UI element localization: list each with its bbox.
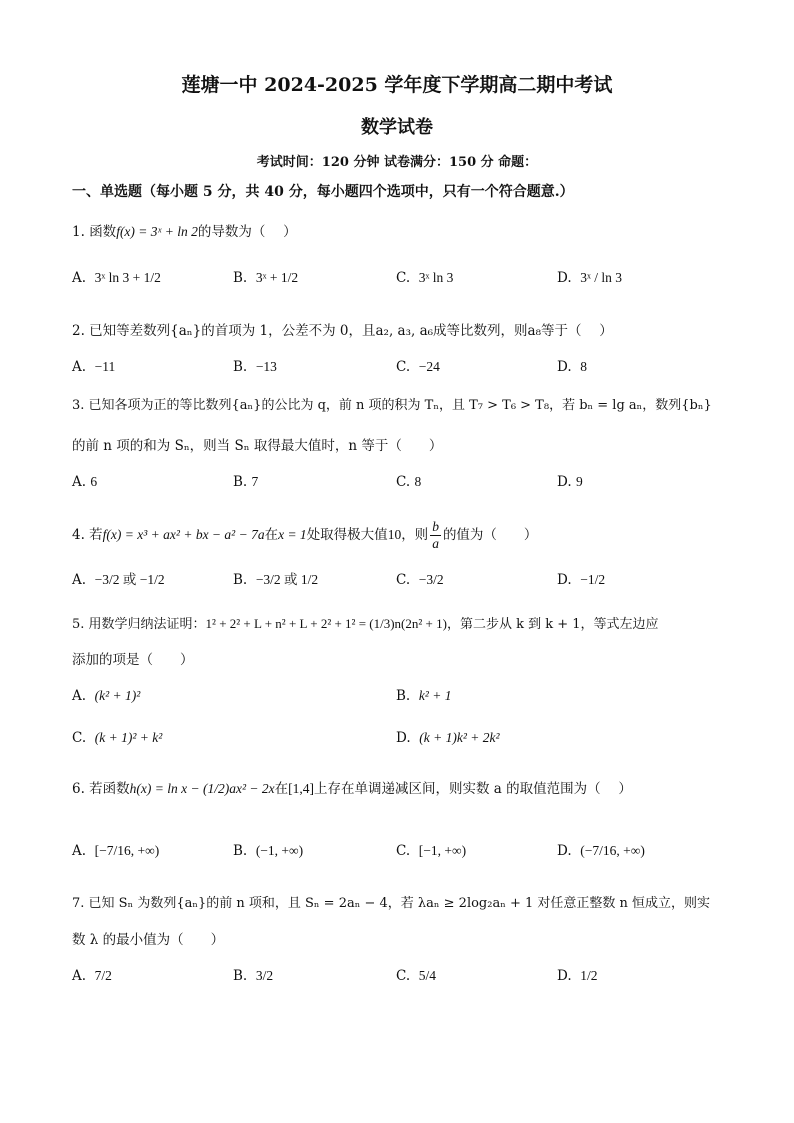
q6-option-a[interactable] — [72, 841, 159, 861]
q2-option-b[interactable] — [233, 357, 277, 377]
option-label: B. — [233, 359, 248, 375]
q5-option-a-text: (k² + 1)² — [94, 688, 141, 703]
q4-option-d[interactable] — [557, 570, 605, 590]
q4-option-b-text: −3/2 或 1/2 — [255, 572, 319, 587]
q3-option-c-text: 8 — [414, 474, 422, 489]
q6-pre: 6. 若函数 — [72, 781, 130, 797]
option-label: C. — [72, 730, 87, 746]
option-label: C. — [396, 968, 411, 984]
q6-post: 上存在单调递减区间，则实数 a 的取值范围为（ ） — [314, 781, 632, 797]
option-label: B. — [233, 843, 248, 859]
q1-option-c[interactable] — [396, 268, 453, 288]
q3-option-d[interactable] — [557, 472, 583, 492]
question-7-line-1: 7. 已知 Sₙ 为数列{aₙ}的前 n 项和，且 Sₙ = 2aₙ − 4，若 λaₙ ≥ 2log₂aₙ + 1 对任意正整数 n 恒成立，则实 — [72, 896, 711, 911]
q4-option-c-text: −3/2 — [418, 572, 444, 587]
question-5-line-2: 添加的项是（ ） — [72, 652, 194, 668]
q1-function: f(x) = 3ˣ + ln 2 — [116, 224, 198, 239]
q4-expression: f(x) = x³ + ax² + bx − a² − 7a — [102, 527, 265, 542]
q5-post: ，第二步从 k 到 k + 1，等式左边应 — [446, 617, 659, 632]
q6-expression: h(x) = ln x − (1/2)ax² − 2x — [129, 781, 275, 796]
q5-option-c-text: (k + 1)² + k² — [94, 730, 163, 745]
q1-pre: 函数 — [89, 224, 117, 240]
q6-option-d[interactable] — [557, 841, 645, 861]
q7-option-d-text: 1/2 — [580, 968, 598, 983]
option-label: D. — [557, 359, 572, 375]
q3-option-c[interactable] — [396, 472, 421, 492]
option-label: B. — [233, 572, 248, 588]
q1-option-d[interactable] — [557, 268, 622, 288]
q2-option-b-text: −13 — [255, 359, 277, 374]
q1-post: 的导数为（ ） — [197, 224, 297, 240]
q4-value: 10 — [387, 527, 402, 542]
option-label: D. — [396, 730, 411, 746]
q7-option-a[interactable] — [72, 966, 112, 986]
question-3-line-2: 的前 n 项的和为 Sₙ，则当 Sₙ 取得最大值时，n 等于（ ） — [72, 438, 443, 454]
question-2: 2. 已知等差数列{aₙ}的首项为 1，公差不为 0，且a₂, a₃, a₆成等比数列，则a₈等于（ ） — [72, 323, 613, 339]
q3-option-a[interactable] — [72, 472, 97, 492]
q6-option-a-text: [−7/16, +∞) — [94, 843, 160, 858]
q5-option-b-text: k² + 1 — [418, 688, 452, 703]
q5-pre: 5. 用数学归纳法证明： — [72, 617, 206, 632]
q3-option-b-text: 7 — [251, 474, 259, 489]
q7-option-c-text: 5/4 — [418, 968, 436, 983]
q6-option-b[interactable] — [233, 841, 303, 861]
q4-option-c[interactable] — [396, 570, 444, 590]
q6-interval: [1,4] — [288, 781, 315, 796]
q7-option-c[interactable] — [396, 966, 436, 986]
question-5-line-1 — [72, 614, 659, 635]
q4-mid2: 处取得极大值 — [306, 527, 388, 543]
option-label: C. — [396, 270, 411, 286]
q3-option-b[interactable] — [233, 472, 258, 492]
q7-option-a-text: 7/2 — [94, 968, 112, 983]
q1-option-a-text: 3ˣ ln 3 + 1/2 — [94, 270, 161, 285]
q4-post1: ，则 — [401, 527, 429, 543]
option-label: D. — [557, 270, 572, 286]
q2-option-c[interactable] — [396, 357, 440, 377]
question-6 — [72, 779, 632, 799]
q7-option-b[interactable] — [233, 966, 273, 986]
option-label: D. — [557, 968, 572, 984]
exam-title: 莲塘一中 2024-2025 学年度下学期高二期中考试 — [181, 74, 613, 96]
q4-mid: 在 — [264, 527, 279, 543]
q6-option-d-text: (−7/16, +∞) — [580, 843, 645, 858]
exam-info: 考试时间：120 分钟 试卷满分：150 分 命题： — [256, 155, 538, 170]
q4-option-a[interactable] — [72, 570, 165, 590]
option-label: A. — [72, 968, 87, 984]
q4-option-b[interactable] — [233, 570, 318, 590]
option-label: D. — [557, 572, 572, 588]
q5-option-c[interactable] — [72, 728, 162, 748]
q3-option-d-text: 9 — [575, 474, 583, 489]
option-label: D. — [557, 843, 572, 859]
q3-option-a-text: 6 — [90, 474, 98, 489]
exam-subtitle: 数学试卷 — [361, 117, 433, 138]
question-3-line-1: 3. 已知各项为正的等比数列{aₙ}的公比为 q，前 n 项的积为 Tₙ，且 T₇ > T₆ > T₈，若 bₙ = lg aₙ，数列{bₙ} — [72, 398, 712, 413]
q4-option-d-text: −1/2 — [580, 572, 606, 587]
option-label: A. — [72, 474, 87, 490]
q1-option-c-text: 3ˣ ln 3 — [418, 270, 454, 285]
q4-b-over-a: $\frac{b}{a}$ — [432, 519, 439, 551]
option-label: B. — [233, 474, 248, 490]
q5-expression: 1² + 2² + L + n² + L + 2² + 1² = (1/3)n(2n² + 1) — [205, 616, 447, 631]
option-label: C. — [396, 572, 411, 588]
question-1 — [72, 222, 297, 242]
option-label: B. — [396, 688, 411, 704]
option-label: D. — [557, 474, 572, 490]
q4-post2: 的值为（ ） — [442, 527, 538, 543]
q6-mid: 在 — [274, 781, 289, 797]
q6-option-b-text: (−1, +∞) — [255, 843, 304, 858]
q1-option-d-text: 3ˣ / ln 3 — [580, 270, 623, 285]
q7-option-d[interactable] — [557, 966, 598, 986]
q2-option-a-text: −11 — [94, 359, 116, 374]
q5-option-b[interactable] — [396, 686, 451, 706]
option-label: A. — [72, 270, 87, 286]
option-label: A. — [72, 572, 87, 588]
q5-option-d[interactable] — [396, 728, 500, 748]
option-label: C. — [396, 359, 411, 375]
q6-option-c-text: [−1, +∞) — [418, 843, 467, 858]
q2-option-d[interactable] — [557, 357, 587, 377]
option-label: A. — [72, 359, 87, 375]
q1-option-b[interactable] — [233, 268, 298, 288]
option-label: B. — [233, 968, 248, 984]
option-label: A. — [72, 688, 87, 704]
q5-option-d-text: (k + 1)k² + 2k² — [419, 730, 500, 745]
q7-option-b-text: 3/2 — [255, 968, 274, 983]
q4-option-a-text: −3/2 或 −1/2 — [94, 572, 165, 587]
q1-option-b-text: 3ˣ + 1/2 — [255, 270, 299, 285]
q1-number: 1. — [72, 224, 85, 240]
q2-option-c-text: −24 — [418, 359, 440, 374]
q6-option-c[interactable] — [396, 841, 466, 861]
q4-pre: 4. 若 — [72, 527, 103, 543]
q2-option-a[interactable] — [72, 357, 115, 377]
option-label: A. — [72, 843, 87, 859]
q1-option-a[interactable] — [72, 268, 161, 288]
option-label: C. — [396, 843, 411, 859]
question-4 — [72, 519, 537, 552]
q2-option-d-text: 8 — [580, 359, 587, 374]
question-7-line-2: 数 λ 的最小值为（ ） — [72, 932, 225, 948]
section-heading: 一、单选题（每小题 5 分，共 40 分，每小题四个选项中，只有一个符合题意.） — [72, 184, 574, 200]
option-label: C. — [396, 474, 411, 490]
option-label: B. — [233, 270, 248, 286]
q5-option-a[interactable] — [72, 686, 140, 706]
q4-condition: x = 1 — [278, 527, 307, 542]
